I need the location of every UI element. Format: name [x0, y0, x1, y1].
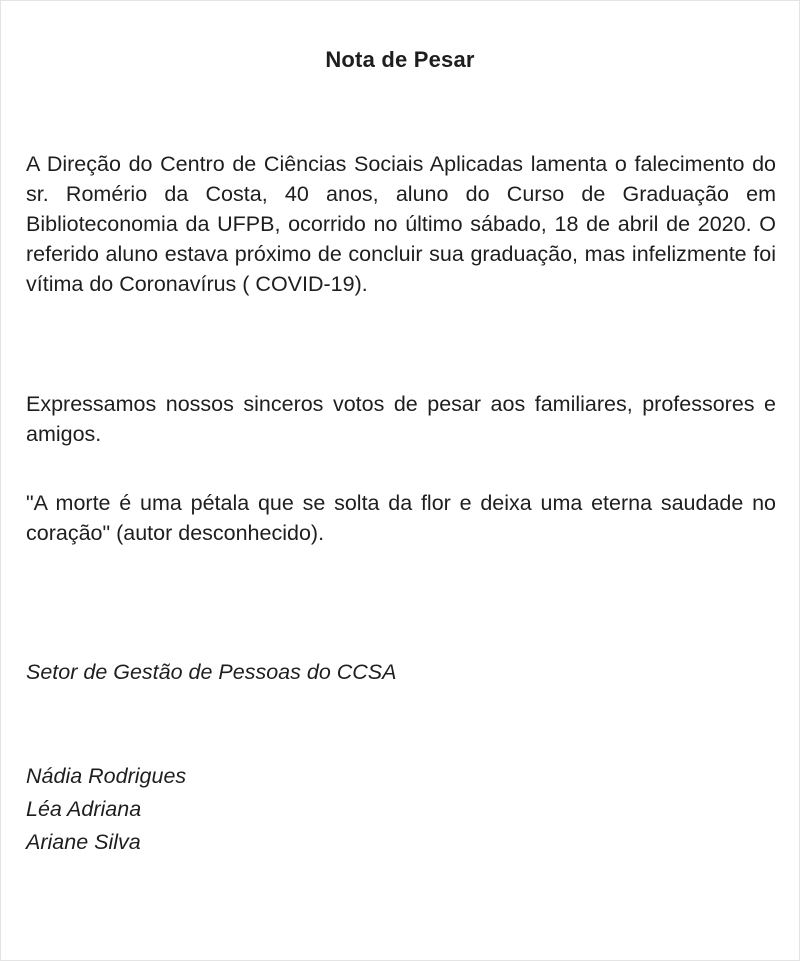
signatory-name: Ariane Silva	[26, 830, 141, 854]
signatory-name: Nádia Rodrigues	[26, 764, 187, 788]
document-title: Nota de Pesar	[325, 47, 475, 72]
sector-signature: Setor de Gestão de Pessoas do CCSA	[26, 660, 397, 684]
sympathy-paragraph: Expressamos nossos sinceros votos de pesar aos familiares, professores e amigos.	[26, 392, 776, 446]
condolence-paragraph: A Direção do Centro de Ciências Sociais Aplicadas lamenta o falecimento do sr. Romério da Costa, 40 anos, aluno do Curso de Graduação em Biblioteconomia da UFPB, ocorrido no último sábado, 18 de abril de 2020. O referido aluno estava próximo de concluir sua graduação, mas infelizmente foi vítima do Coronavírus ( COVID-19).	[26, 152, 776, 296]
quote-paragraph: "A morte é uma pétala que se solta da flor e deixa uma eterna saudade no coração" (autor desconhecido).	[26, 491, 776, 545]
signatory-name: Léa Adriana	[26, 797, 142, 821]
